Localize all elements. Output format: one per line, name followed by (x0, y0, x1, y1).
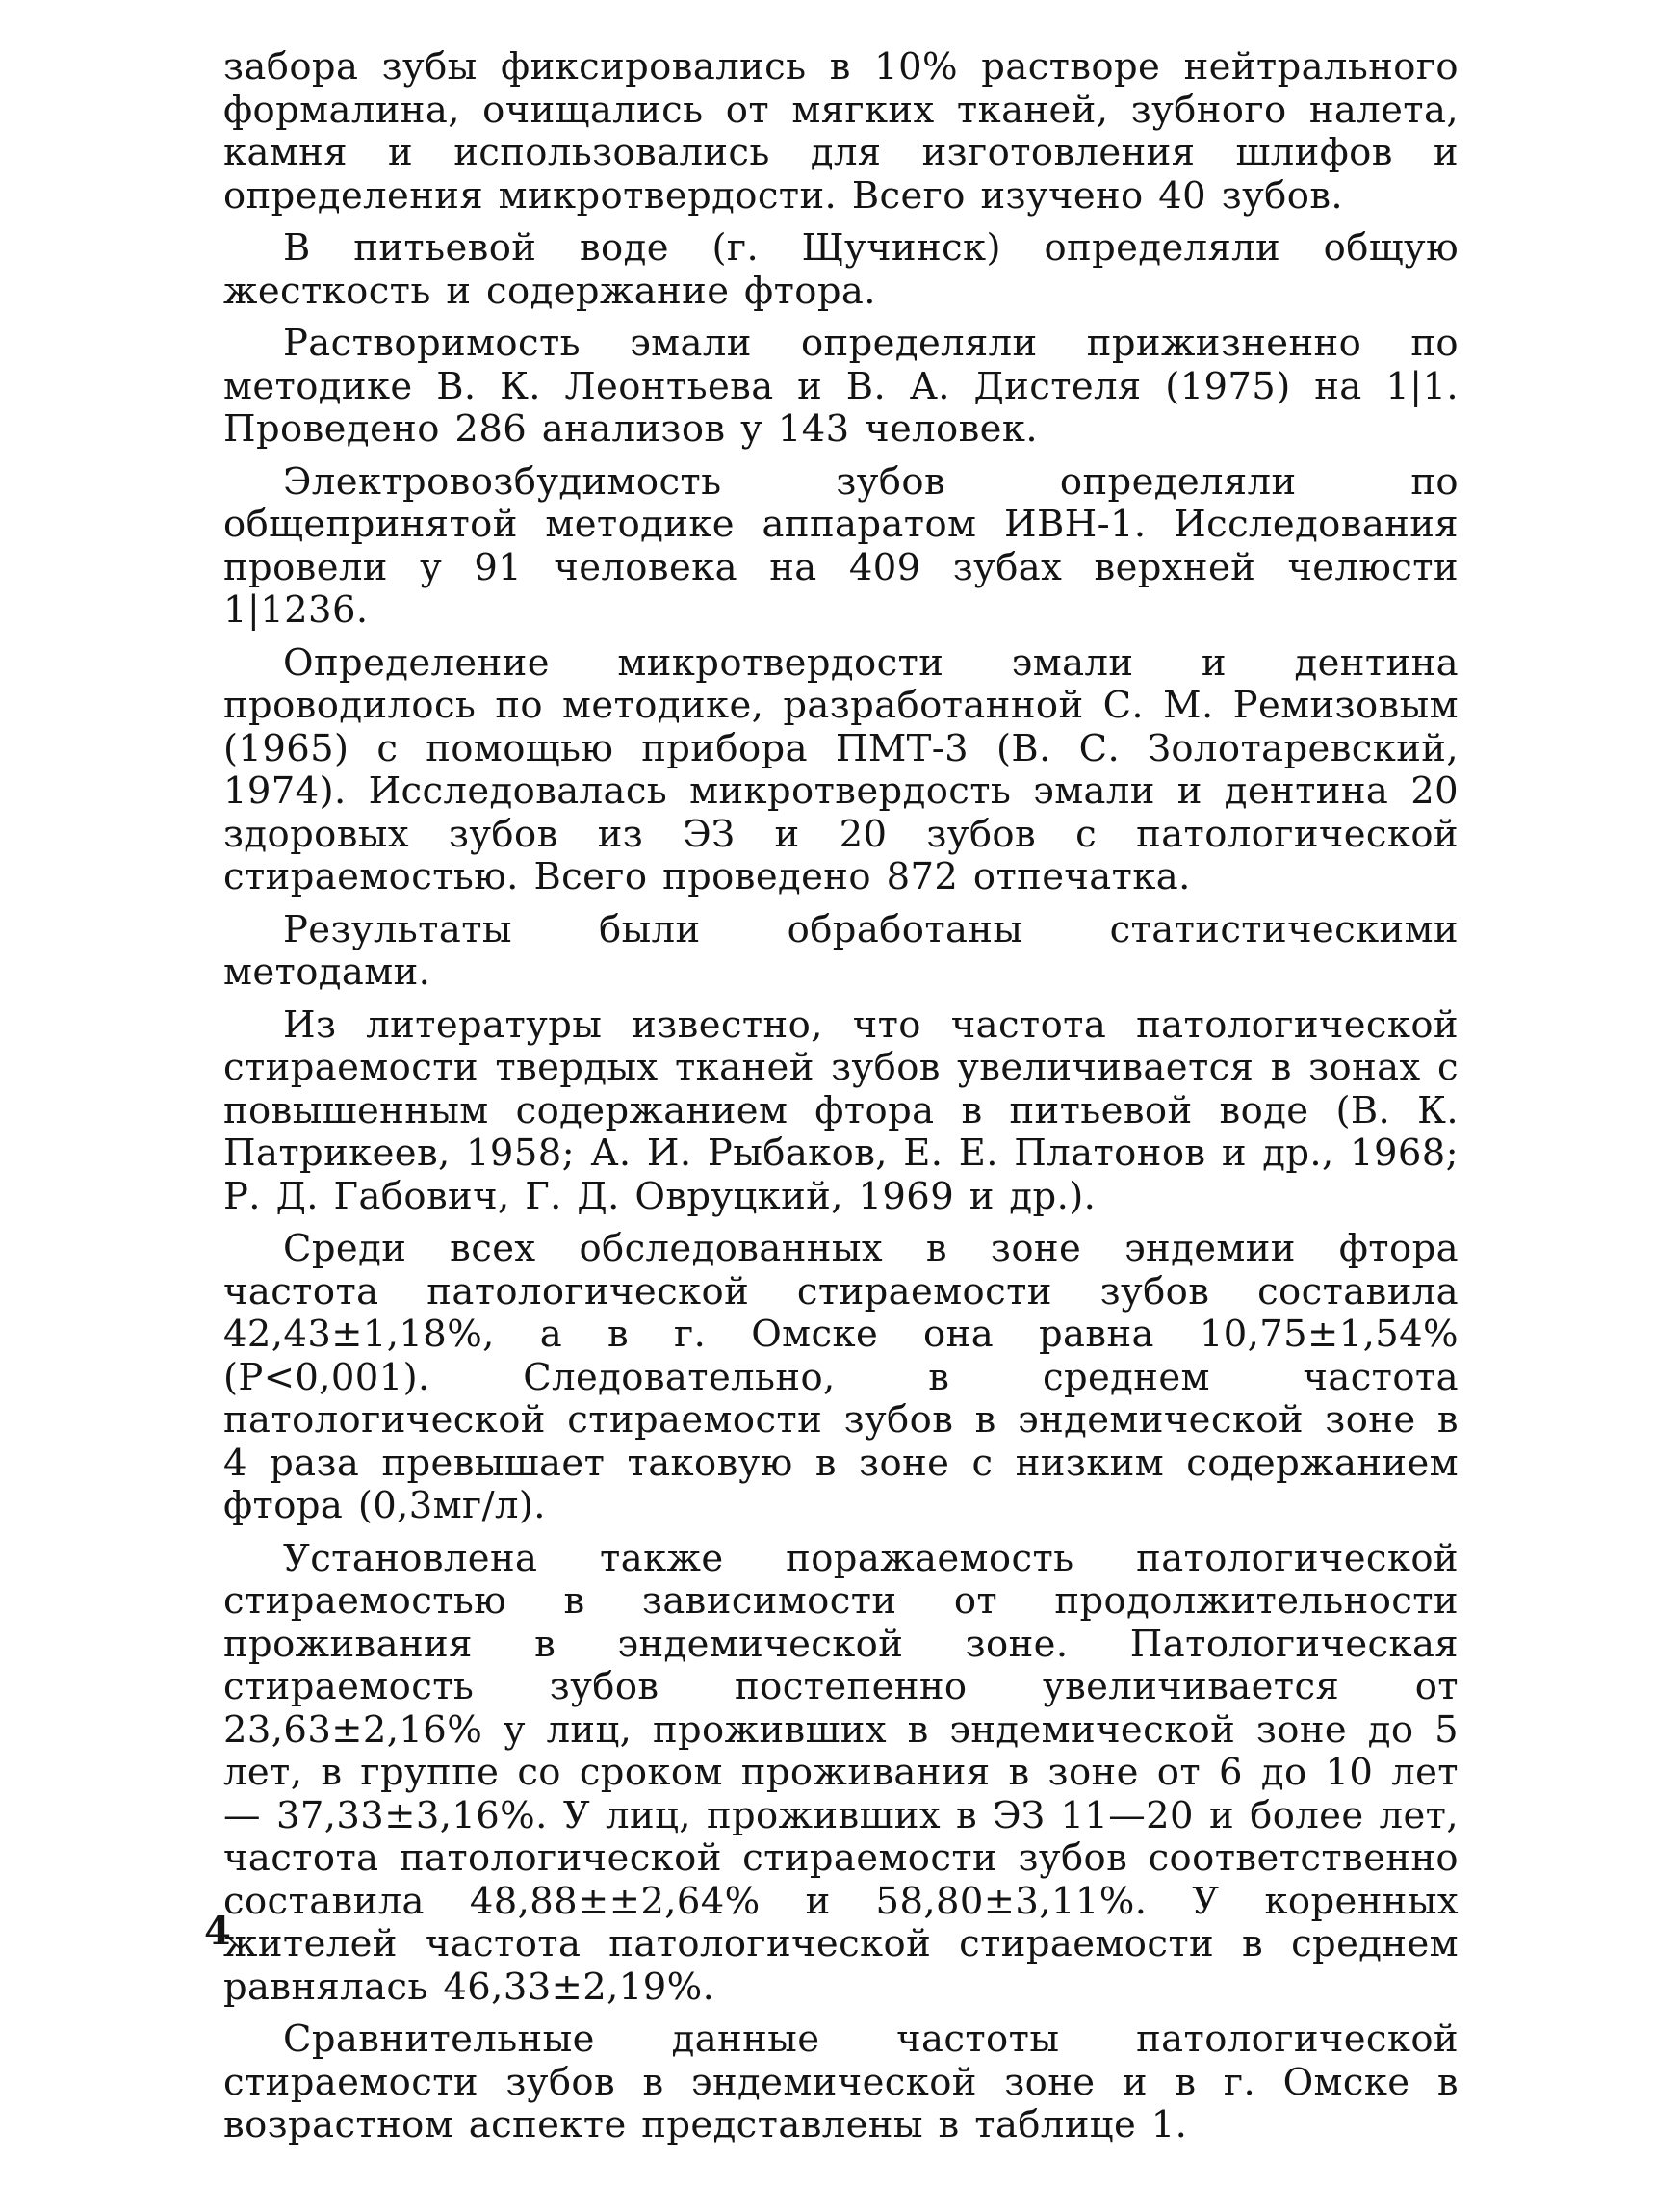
page-number: 4 (204, 1909, 231, 1954)
paragraph-enamel-solubility: Растворимость эмали определяли прижизненно по методике В. К. Леонтьева и В. А. Дистеля (1975) на 1|1. Проведено 286 анализов у 143 человек. (223, 322, 1459, 451)
paragraph-literature: Из литературы известно, что частота патологической стираемости твердых тканей зубов увеличивается в зонах с повышенным содержанием фтора в питьевой воде (В. К. Патрикеев, 1958; А. И. Рыбаков, Е. Е. Платонов и др., 1968; Р. Д. Габович, Г. Д. Овруцкий, 1969 и др.). (223, 1002, 1459, 1218)
page-body (223, 46, 1459, 2157)
paragraph-table-reference: Сравнительные данные частоты патологической стираемости зубов в эндемической зоне и в г. Омске в возрастном аспекте представлены в таблице 1. (223, 2017, 1459, 2147)
paragraph-electroexcitability: Электровозбудимость зубов определяли по общепринятой методике аппаратом ИВН-1. Исследования провели у 91 человека на 409 зубах верхней челюсти 1|1236. (223, 459, 1459, 632)
paragraph-statistics: Результаты были обработаны статистическими методами. (223, 907, 1459, 994)
paragraph-continuation: забора зубы фиксировались в 10% растворе нейтрального формалина, очищались от мягких тканей, зубного налета, камня и использовались для изготовления шлифов и определения микротвердости. Всего изучено 40 зубов. (223, 45, 1459, 218)
paragraph-residence-duration: Установлена также поражаемость патологической стираемостью в зависимости от продолжительности проживания в эндемической зоне. Патологическая стираемость зубов постепенно увеличивается от 23,63±2,16% у лиц, проживших в эндемической зоне до 5 лет, в группе со сроком проживания в зоне от 6 до 10 лет — 37,33±3,16%. У лиц, проживших в ЭЗ 11—20 и более лет, частота патологической стираемости зубов соответственно составила 48,88±±2,64% и 58,80±3,11%. У коренных жителей частота патологической стираемости в среднем равнялась 46,33±2,19%. (223, 1536, 1459, 2009)
paragraph-water-analysis: В питьевой воде (г. Щучинск) определяли общую жесткость и содержание фтора. (223, 226, 1459, 313)
paragraph-microhardness: Определение микротвердости эмали и дентина проводилось по методике, разработанной С. М. Ремизовым (1965) с помощью прибора ПМТ-3 (В. С. Золотаревский, 1974). Исследовалась микротвердость эмали и дентина 20 здоровых зубов из ЭЗ и 20 зубов с патологической стираемостью. Всего проведено 872 отпечатка. (223, 640, 1459, 898)
paragraph-frequency: Среди всех обследованных в зоне эндемии фтора частота патологической стираемости зубов составила 42,43±1,18%, а в г. Омске она равна 10,75±1,54% (Р<0,001). Следовательно, в среднем частота патологической стираемости зубов в эндемической зоне в 4 раза превышает таковую в зоне с низким содержанием фтора (0,3мг/л). (223, 1227, 1459, 1527)
